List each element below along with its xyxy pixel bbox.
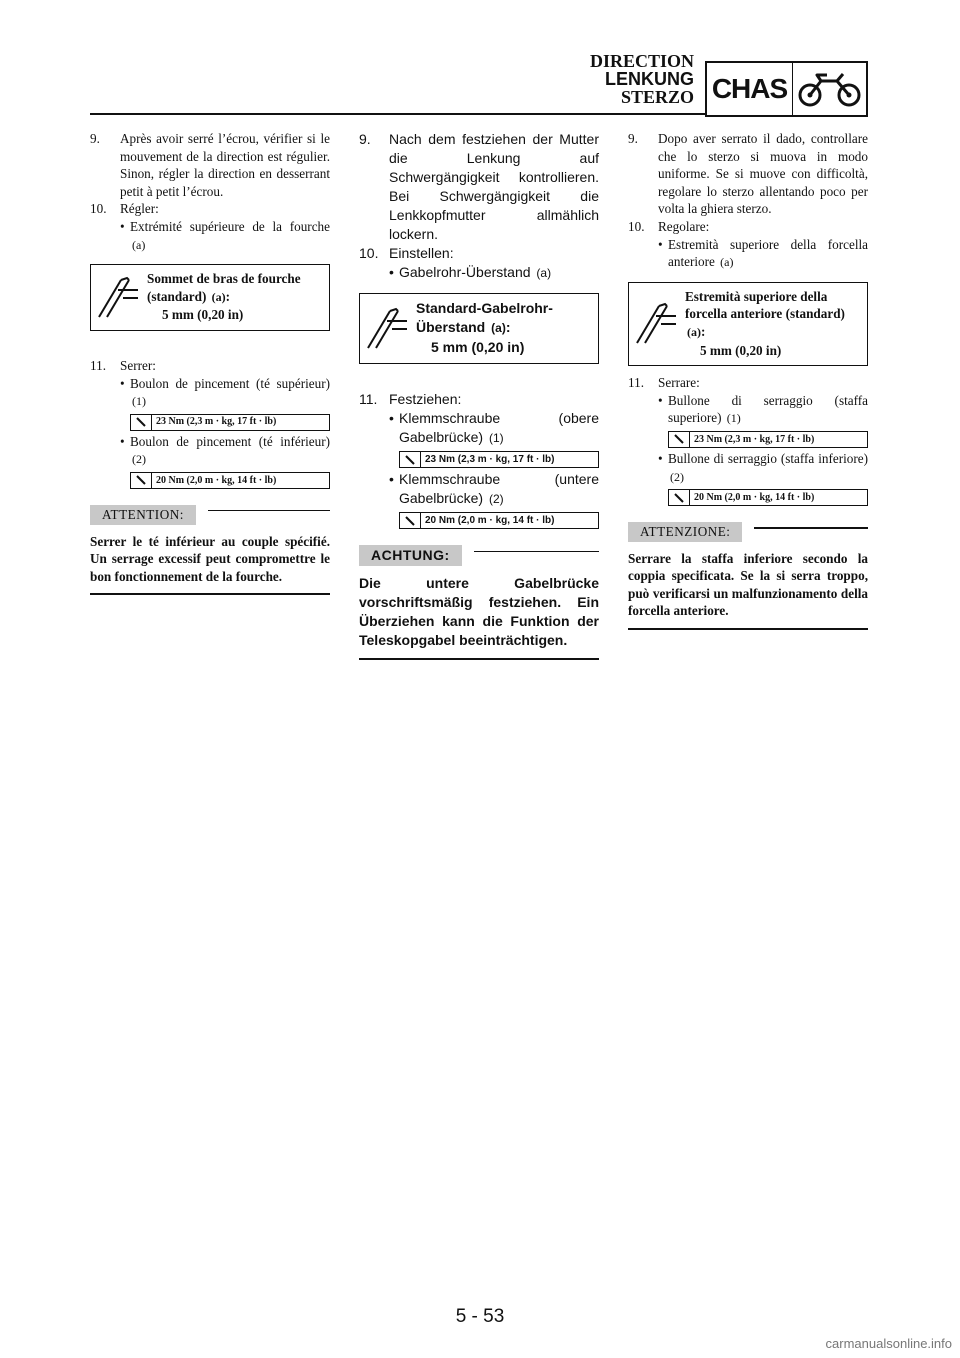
spec-value: 5 mm (0,20 in): [162, 307, 244, 323]
step-11: [628, 374, 868, 392]
torque-spec: [399, 512, 599, 529]
torque-value: 20 Nm (2,0 m · kg, 14 ft · lb): [425, 515, 555, 526]
spec-box: Estremità superiore della forcella anteriore (standard) (a): 5 mm (0,20 in): [628, 282, 868, 366]
caliper-icon: [91, 265, 147, 330]
torque-spec: [668, 489, 868, 506]
torque-value: 20 Nm (2,0 m · kg, 14 ft · lb): [694, 491, 815, 503]
motorcycle-icon: [793, 63, 866, 115]
list-item-text: Klemmschraube (untere Gabelbrücke): [399, 471, 599, 506]
chapter-label: CHAS: [707, 63, 793, 115]
caution-text: Die untere Gabelbrücke vorschriftsmäßig festziehen. Ein Überziehen kann die Funktion der Teleskopgabel beeinträchtigen.: [359, 575, 599, 648]
step-text: Serrer:: [120, 357, 156, 373]
bullet-glyph: •: [658, 392, 663, 408]
bullet-glyph: •: [120, 218, 125, 234]
list-item: [90, 375, 330, 411]
torque-value: 20 Nm (2,0 m · kg, 14 ft · lb): [156, 474, 277, 486]
title-french: DIRECTION: [589, 51, 694, 71]
column-german: [359, 130, 599, 660]
caution-text: Serrare la staffa inferiore secondo la coppia specificata. Se la si serra troppo, può verificarsi un malfunzionamento della forcella anteriore.: [628, 550, 868, 619]
marker-a: (a): [687, 324, 701, 339]
list-item-text: Extrémité supérieure de la fourche: [130, 218, 330, 234]
list-item: [628, 236, 868, 272]
list-item: [359, 263, 599, 283]
step-text: Après avoir serré l’écrou, vérifier si le mouvement de la direction est régulier. Sinon, régler la direction en desserrant petit à petit l’écrou.: [120, 131, 330, 199]
step-text: Regolare:: [658, 218, 710, 234]
list-item: [90, 433, 330, 469]
wrench-icon: [669, 432, 690, 447]
step-number: 11.: [628, 375, 644, 391]
caution-label: ACHTUNG:: [359, 545, 462, 566]
divider: [359, 658, 599, 660]
spec-value: 5 mm (0,20 in): [431, 339, 525, 355]
step-9: [90, 130, 330, 200]
step-9: [359, 130, 599, 244]
step-number: 11.: [359, 391, 378, 407]
marker-1: (1): [132, 394, 146, 409]
marker-a: (a): [536, 266, 552, 280]
torque-spec: [399, 451, 599, 468]
list-item-text: Boulon de pincement (té supérieur): [130, 375, 330, 391]
caution-label: ATTENZIONE:: [628, 522, 742, 542]
list-item: [628, 392, 868, 428]
list-item-text: Bullone di serraggio (staffa inferiore): [668, 450, 868, 466]
list-item: [628, 450, 868, 486]
spec-box: Sommet de bras de fourche (standard) (a): 5 mm (0,20 in): [90, 264, 330, 331]
step-number: 10.: [359, 245, 379, 261]
header-rule: [90, 113, 707, 115]
step-text: Festziehen:: [389, 391, 462, 407]
bullet-glyph: •: [658, 450, 663, 466]
step-10: [90, 200, 330, 218]
chapter-badge: [705, 61, 868, 117]
bullet-glyph: •: [389, 410, 394, 426]
bullet-glyph: •: [120, 375, 125, 391]
torque-value: 23 Nm (2,3 m · kg, 17 ft · lb): [425, 454, 555, 465]
watermark[interactable]: carmanualsonline.info: [825, 1336, 952, 1351]
spec-box: Standard-Gabelrohr-Überstand (a): 5 mm (0,20 in): [359, 293, 599, 364]
list-item: [90, 218, 330, 254]
spec-title: Standard-Gabelrohr-Überstand: [416, 300, 553, 335]
wrench-icon: [131, 473, 152, 488]
step-10: [628, 218, 868, 236]
marker-a: (a): [720, 255, 734, 270]
list-item-text: Gabelrohr-Überstand: [399, 264, 531, 280]
divider: [754, 527, 868, 529]
marker-2: (2): [670, 469, 684, 484]
torque-value: 23 Nm (2,3 m · kg, 17 ft · lb): [694, 433, 815, 445]
step-text: Einstellen:: [389, 245, 454, 261]
marker-a: (a): [132, 237, 146, 252]
divider: [474, 551, 599, 553]
marker-2: (2): [488, 492, 504, 506]
bullet-glyph: •: [389, 471, 394, 487]
spec-value: 5 mm (0,20 in): [700, 342, 782, 358]
step-number: 11.: [90, 357, 106, 373]
caution-block: [90, 505, 330, 595]
step-9: [628, 130, 868, 218]
step-number: 10.: [90, 201, 107, 217]
caution-block: [628, 522, 868, 629]
list-item-text: Bullone di serraggio (staffa superiore): [668, 392, 868, 426]
step-number: 10.: [628, 218, 645, 234]
section-title: [590, 52, 694, 106]
step-text: Régler:: [120, 201, 159, 217]
step-10: [359, 244, 599, 263]
caution-block: [359, 545, 599, 660]
spec-title: Estremità superiore della forcella anteriore (standard): [685, 288, 845, 322]
page-number: 5 - 53: [455, 1306, 505, 1327]
step-text: Dopo aver serrato il dado, controllare che lo sterzo si muova in modo uniforme. Se si muove con difficoltà, regolare lo sterzo allentando poco per volta la ghiera sterzo.: [658, 131, 868, 217]
caliper-icon: [360, 294, 416, 363]
wrench-icon: [669, 490, 690, 505]
step-text: Nach dem festziehen der Mutter die Lenkung auf Schwergängigkeit kontrollieren. Bei Schwergängigkeit die Lenkkopfmutter allmählich lockern.: [389, 131, 599, 242]
step-text: Serrare:: [658, 375, 700, 391]
step-number: 9.: [90, 131, 100, 146]
torque-spec: [130, 472, 330, 489]
wrench-icon: [400, 452, 421, 467]
divider: [628, 628, 868, 630]
torque-value: 23 Nm (2,3 m · kg, 17 ft · lb): [156, 416, 277, 428]
divider: [208, 510, 330, 512]
step-number: 9.: [359, 131, 371, 147]
wrench-icon: [400, 513, 421, 528]
list-item: [359, 470, 599, 509]
step-11: [359, 390, 599, 409]
column-italian: [628, 130, 868, 630]
list-item-text: Boulon de pincement (té inférieur): [130, 433, 330, 449]
list-item: [359, 409, 599, 448]
caution-text: Serrer le té inférieur au couple spécifié. Un serrage excessif peut compromettre le bon fonctionnement de la fourche.: [90, 533, 330, 584]
caution-label: ATTENTION:: [90, 505, 196, 525]
step-11: [90, 357, 330, 375]
step-number: 9.: [628, 131, 638, 146]
title-italian: STERZO: [620, 87, 694, 107]
column-french: [90, 130, 330, 595]
divider: [90, 593, 330, 595]
marker-2: (2): [132, 452, 146, 467]
bullet-glyph: •: [389, 264, 394, 280]
bullet-glyph: •: [120, 433, 125, 449]
bullet-glyph: •: [658, 236, 663, 252]
torque-spec: [130, 414, 330, 431]
marker-1: (1): [488, 431, 504, 445]
title-german: LENKUNG: [605, 69, 694, 89]
list-item-text: Estremità superiore della forcella anteriore: [668, 236, 868, 270]
list-item-text: Klemmschraube (obere Gabelbrücke): [399, 410, 599, 445]
marker-a: (a): [491, 321, 506, 335]
marker-1: (1): [726, 411, 741, 426]
marker-a: (a): [211, 289, 226, 304]
torque-spec: [668, 431, 868, 448]
caliper-icon: [629, 283, 685, 365]
wrench-icon: [131, 415, 152, 430]
spec-title: Sommet de bras de fourche (standard): [147, 271, 301, 304]
